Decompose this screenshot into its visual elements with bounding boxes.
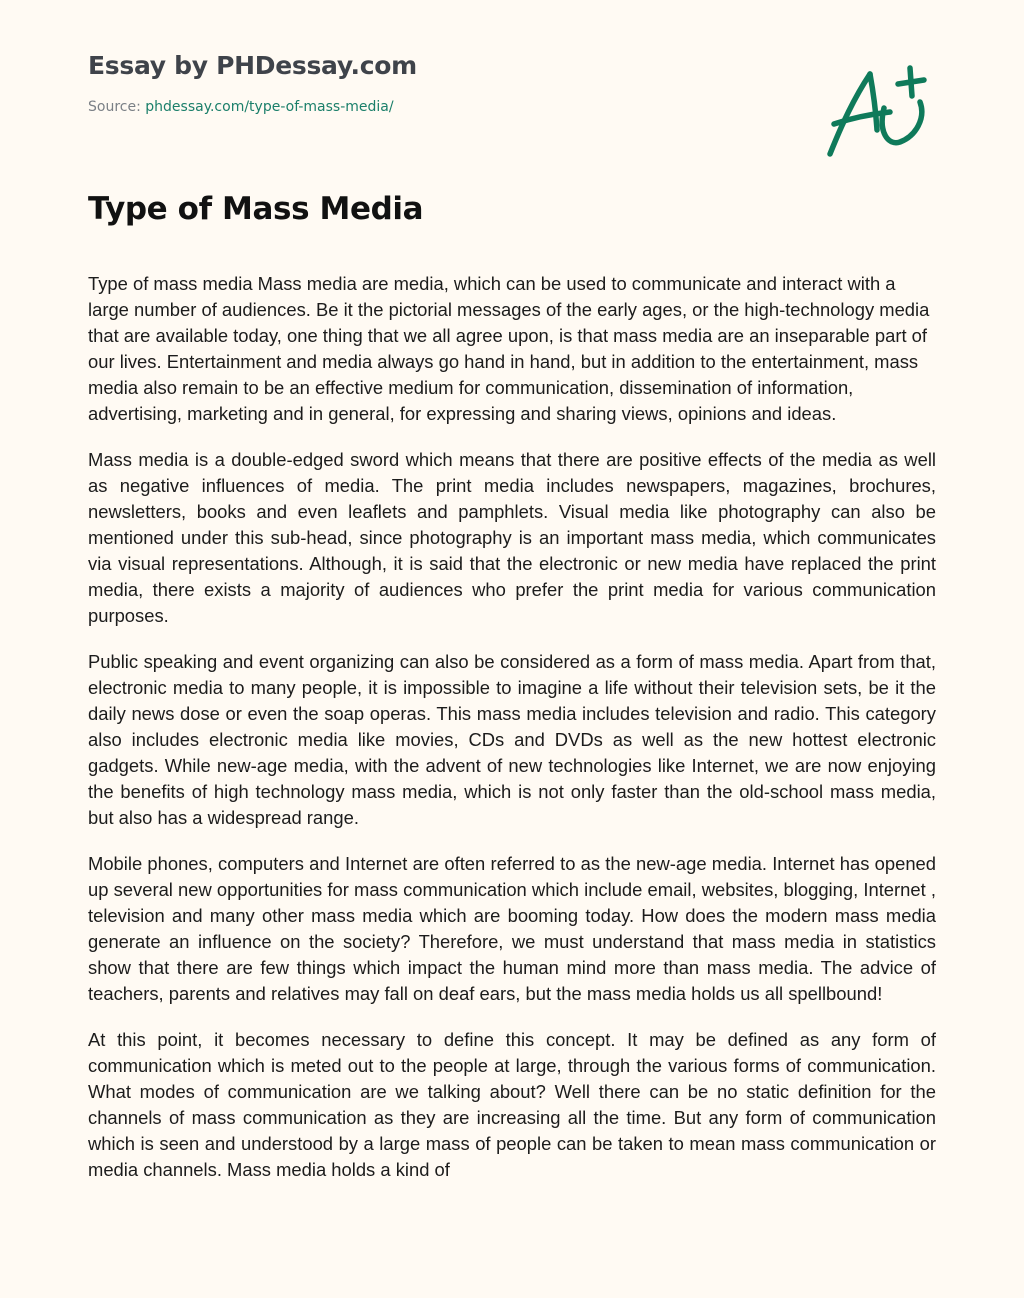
site-header bbox=[88, 50, 417, 116]
essay-paragraph: Type of mass media Mass media are media, which can be used to communicate and interact with a large number of audiences. Be it the pictorial messages of the early ages, or the high-technology media that are available today, one thing that we all agree upon, is that mass media are an inseparable part of our lives. Entertainment and media always go hand in hand, but in addition to the entertainment, mass media also remain to be an effective medium for communication, dissemination of information, advertising, marketing and in general, for expressing and sharing views, opinions and ideas. bbox=[88, 273, 930, 424]
a-plus-grade-icon bbox=[822, 62, 934, 162]
essay-paragraph: Mobile phones, computers and Internet are often referred to as the new-age media. Internet has opened up several new opportunities for mass communication which include email, websites, blogging, Internet , television and many other mass media which are booming today. How does the modern mass media generate an influence on the society? Therefore, we must understand that mass media in statistics show that there are few things which impact the human mind more than mass media. The advice of teachers, parents and relatives may fall on deaf ears, but the mass media holds us all spellbound! bbox=[88, 853, 936, 1004]
essay-paragraph: At this point, it becomes necessary to define this concept. It may be defined as any form of communication which is meted out to the people at large, through the various forms of communication. What modes of communication are we talking about? Well there can be no static definition for the channels of mass communication as they are increasing all the time. But any form of communication which is seen and understood by a large mass of people can be taken to mean mass communication or media channels. Mass media holds a kind of bbox=[88, 1029, 936, 1180]
essay-title: Type of Mass Media bbox=[88, 191, 424, 227]
essay-body bbox=[88, 271, 936, 1249]
site-title: Essay by PHDessay.com bbox=[88, 51, 417, 80]
essay-paragraph: Mass media is a double-edged sword which means that there are positive effects of the media as well as negative influences of media. The print media includes newspapers, magazines, brochures, newsletters, books and even leaflets and pamphlets. Visual media like photography can also be mentioned under this sub-head, since photography is an important mass media, which communicates via visual representations. Although, it is said that the electronic or new media have replaced the print media, there exists a majority of audiences who prefer the print media for various communication purposes. bbox=[88, 449, 936, 626]
source-line bbox=[88, 98, 417, 116]
essay-paragraph: Public speaking and event organizing can also be considered as a form of mass media. Apart from that, electronic media to many people, it is impossible to imagine a life without their television sets, be it the daily news dose or even the soap operas. This mass media includes television and radio. This category also includes electronic media like movies, CDs and DVDs as well as the new hottest electronic gadgets. While new-age media, with the advent of new technologies like Internet, we are now enjoying the benefits of high technology mass media, which is not only faster than the old-school mass media, but also has a widespread range. bbox=[88, 651, 936, 828]
source-link[interactable]: phdessay.com/type-of-mass-media/ bbox=[145, 99, 394, 115]
source-label: Source: bbox=[88, 99, 141, 115]
